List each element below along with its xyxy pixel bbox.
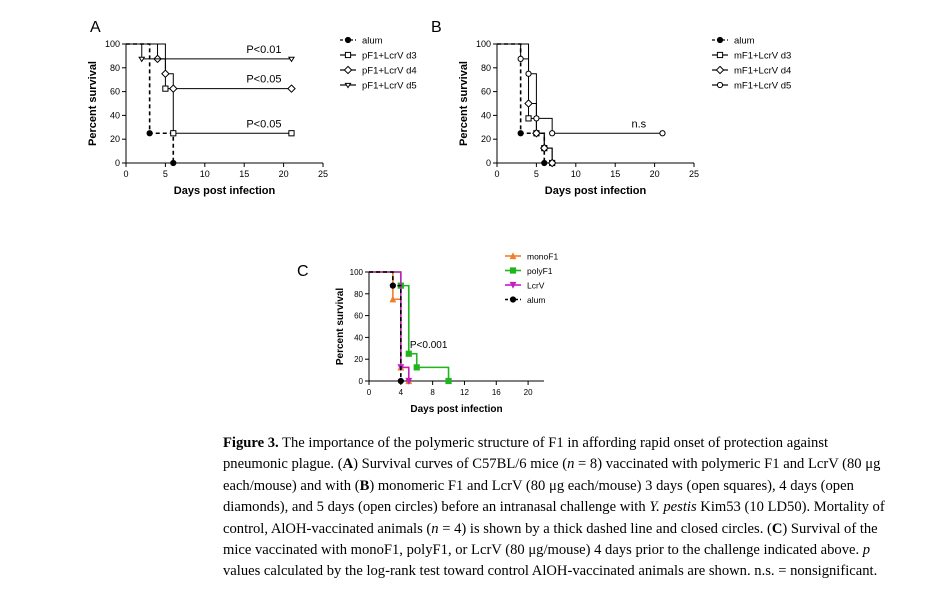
y-tick-label: 20 bbox=[480, 134, 491, 145]
legend-label: pF1+LcrV d4 bbox=[362, 65, 417, 77]
x-axis-label: Days post infection bbox=[544, 185, 647, 197]
data-point bbox=[518, 131, 523, 136]
y-tick-label: 80 bbox=[109, 62, 120, 73]
annotation: P<0.01 bbox=[246, 43, 282, 56]
x-tick-label: 20 bbox=[278, 169, 289, 179]
y-tick-label: 0 bbox=[358, 377, 363, 386]
caption-italic-n: n bbox=[567, 456, 575, 473]
legend-label: alum bbox=[734, 35, 755, 47]
legend-label: alum bbox=[362, 35, 383, 47]
data-point bbox=[171, 160, 176, 165]
panel-a-chart bbox=[87, 36, 417, 198]
x-tick-label: 12 bbox=[460, 388, 469, 397]
panel-label-c: C bbox=[297, 263, 309, 280]
x-axis-label: Days post infection bbox=[173, 185, 276, 197]
legend-label: mF1+LcrV d5 bbox=[734, 80, 792, 92]
y-tick-label: 100 bbox=[475, 39, 491, 49]
data-point bbox=[414, 365, 419, 370]
data-point bbox=[147, 131, 152, 136]
data-point bbox=[390, 283, 395, 288]
x-tick-label: 15 bbox=[610, 169, 621, 179]
legend-label: alum bbox=[527, 295, 546, 305]
x-tick-label: 20 bbox=[523, 388, 533, 397]
data-point bbox=[510, 268, 515, 273]
x-tick-label: 25 bbox=[317, 169, 329, 179]
y-tick-label: 60 bbox=[109, 86, 120, 97]
caption-text: Kim53 (10 LD50). Mortality of control, AlOH-vaccinated animals ( bbox=[223, 499, 885, 537]
legend-label: monoF1 bbox=[527, 251, 559, 262]
annotation: P<0.05 bbox=[246, 118, 282, 131]
legend-label: pF1+LcrV d5 bbox=[362, 80, 417, 92]
data-point bbox=[716, 66, 723, 73]
y-axis-label: Percent survival bbox=[87, 61, 99, 146]
data-point bbox=[510, 297, 515, 302]
panel-label-a: A bbox=[90, 19, 101, 36]
panel-c-chart bbox=[335, 252, 558, 416]
data-point bbox=[289, 57, 294, 61]
data-point bbox=[345, 52, 350, 57]
x-tick-label: 4 bbox=[398, 388, 404, 397]
y-tick-label: 20 bbox=[354, 355, 363, 365]
data-point bbox=[510, 282, 515, 287]
caption-text: = 8) vaccinated with polymeric F1 and LcrV (80 μg each/mouse) and with ( bbox=[223, 456, 881, 494]
annotation: P<0.05 bbox=[246, 73, 282, 86]
legend-label: pF1+LcrV d3 bbox=[362, 50, 417, 62]
legend-label: polyF1 bbox=[527, 266, 553, 276]
caption-species: Y. pestis bbox=[649, 499, 697, 516]
data-point bbox=[170, 85, 177, 92]
y-tick-label: 100 bbox=[349, 268, 363, 277]
y-tick-label: 80 bbox=[354, 289, 363, 299]
caption-italic-p: p bbox=[862, 542, 871, 559]
x-tick-label: 25 bbox=[688, 169, 700, 179]
x-tick-label: 0 bbox=[123, 169, 129, 179]
y-tick-label: 0 bbox=[114, 158, 120, 168]
series-line bbox=[369, 272, 401, 381]
data-point bbox=[717, 82, 722, 87]
caption-text: The importance of the polymeric structure of F1 in affording rapid onset of protection against pneumonic plague. ( bbox=[223, 435, 829, 473]
caption-figure-label: Figure 3. bbox=[223, 435, 279, 451]
x-tick-label: 5 bbox=[162, 169, 168, 179]
data-point bbox=[717, 37, 722, 42]
data-point bbox=[550, 131, 555, 136]
data-point bbox=[525, 100, 532, 107]
data-point bbox=[518, 56, 523, 61]
annotation: n.s bbox=[631, 118, 647, 131]
y-axis-label: Percent survival bbox=[335, 287, 346, 366]
data-point bbox=[171, 131, 176, 136]
data-point bbox=[542, 160, 547, 165]
data-point bbox=[526, 71, 531, 76]
x-axis-label: Days post infection bbox=[410, 404, 503, 415]
data-point bbox=[163, 86, 168, 91]
data-point bbox=[139, 57, 144, 61]
y-tick-label: 40 bbox=[354, 333, 363, 343]
data-point bbox=[398, 378, 403, 383]
x-tick-label: 10 bbox=[199, 169, 210, 179]
y-tick-label: 0 bbox=[485, 158, 491, 168]
caption-text: ) monomeric F1 and LcrV (80 μg each/mouse) 3 days (open squares), 4 days (open diamonds), and 5 days (open circles) before an intranasal challenge with bbox=[223, 477, 854, 516]
caption-italic-n: n bbox=[431, 520, 439, 537]
panel-label-b: B bbox=[431, 19, 442, 36]
y-tick-label: 60 bbox=[354, 311, 363, 321]
data-point bbox=[345, 37, 350, 42]
data-point bbox=[446, 378, 451, 383]
x-tick-label: 15 bbox=[239, 169, 250, 179]
caption-panel-a: A bbox=[342, 456, 354, 473]
x-tick-label: 16 bbox=[491, 388, 501, 397]
series-line bbox=[126, 44, 173, 163]
caption-panel-c: C bbox=[771, 520, 783, 537]
data-point bbox=[526, 116, 531, 121]
x-tick-label: 0 bbox=[494, 169, 500, 179]
x-tick-label: 5 bbox=[533, 169, 539, 179]
caption-panel-b: B bbox=[359, 477, 370, 494]
y-tick-label: 100 bbox=[104, 39, 120, 49]
data-point bbox=[406, 351, 411, 356]
panel-b-chart bbox=[458, 36, 791, 198]
y-tick-label: 20 bbox=[109, 134, 120, 145]
data-point bbox=[162, 70, 169, 77]
legend-label: mF1+LcrV d3 bbox=[734, 50, 792, 62]
data-point bbox=[717, 52, 722, 57]
y-tick-label: 40 bbox=[109, 110, 120, 121]
caption-text: = 4) is shown by a thick dashed line and closed circles. ( bbox=[438, 520, 772, 537]
data-point bbox=[534, 116, 539, 121]
data-point bbox=[289, 131, 294, 136]
y-axis-label: Percent survival bbox=[458, 61, 470, 146]
legend-label: mF1+LcrV d4 bbox=[734, 65, 792, 77]
data-point bbox=[345, 83, 350, 87]
data-point bbox=[660, 131, 665, 136]
caption-text: ) Survival of the mice vaccinated with monoF1, polyF1, or LcrV (80 μg/mouse) 4 days prior to the challenge indicated above. bbox=[223, 520, 878, 559]
y-tick-label: 80 bbox=[480, 62, 491, 73]
data-point bbox=[390, 297, 395, 302]
x-tick-label: 8 bbox=[430, 388, 435, 397]
caption-text: values calculated by the log-rank test toward control AlOH-vaccinated animals are shown. n.s. = nonsignificant. bbox=[223, 563, 878, 580]
data-point bbox=[344, 66, 351, 73]
x-tick-label: 10 bbox=[570, 169, 581, 179]
data-point bbox=[288, 85, 295, 92]
x-tick-label: 0 bbox=[366, 388, 372, 397]
figure-caption bbox=[223, 433, 888, 583]
x-tick-label: 20 bbox=[649, 169, 660, 179]
data-point bbox=[510, 253, 515, 258]
legend-label: LcrV bbox=[527, 280, 545, 291]
series-line bbox=[369, 272, 449, 381]
y-tick-label: 60 bbox=[480, 86, 491, 97]
annotation: P<0.001 bbox=[409, 339, 448, 351]
y-tick-label: 40 bbox=[480, 110, 491, 121]
caption-text: ) Survival curves of C57BL/6 mice ( bbox=[353, 456, 568, 473]
